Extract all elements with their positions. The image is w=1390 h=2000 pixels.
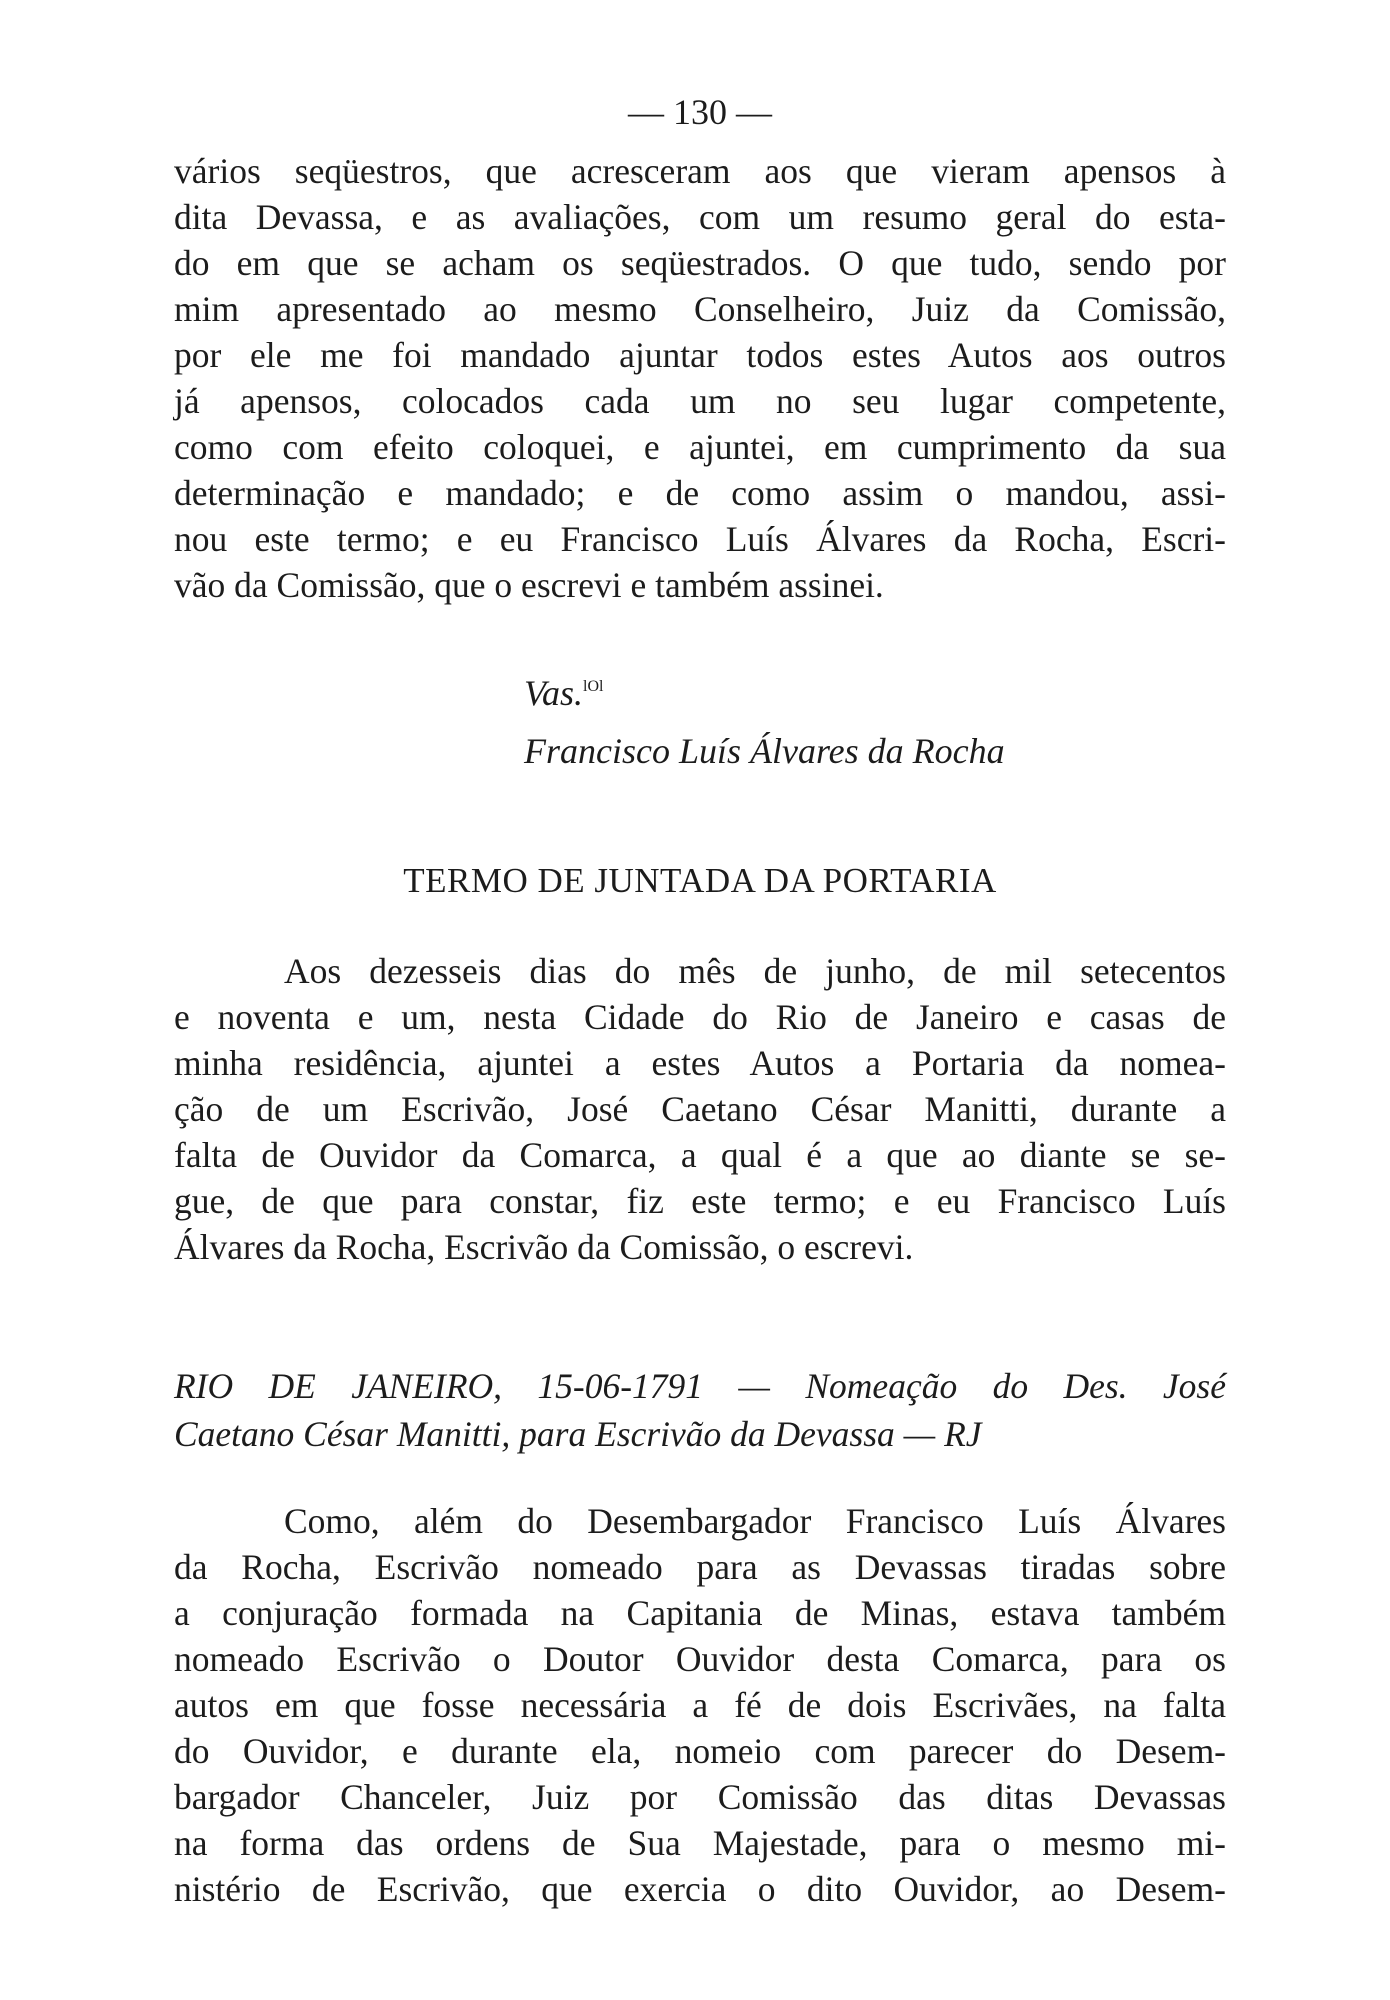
text-line: mim apresentado ao mesmo Conselheiro, Juiz da Comissão, xyxy=(174,289,1226,329)
paragraph-juntada-portaria xyxy=(174,948,1226,1270)
text-line: determinação e mandado; e de como assim o mandou, assi- xyxy=(174,473,1226,513)
text-line: Como, além do Desembargador Francisco Luís Álvares xyxy=(284,1501,1226,1541)
text-line: falta de Ouvidor da Comarca, a qual é a que ao diante se se- xyxy=(174,1135,1226,1175)
text-line: vários seqüestros, que acresceram aos que vieram apensos à xyxy=(174,151,1226,191)
text-line: bargador Chanceler, Juiz por Comissão das ditas Devassas xyxy=(174,1777,1226,1817)
text-line: vão da Comissão, que o escrevi e também assinei. xyxy=(174,565,884,605)
text-line: como com efeito coloquei, e ajuntei, em cumprimento da sua xyxy=(174,427,1226,467)
document-page xyxy=(174,88,1226,1912)
heading-line: RIO DE JANEIRO, 15-06-1791 — Nomeação do Des. José xyxy=(174,1366,1226,1406)
text-line: a conjuração formada na Capitania de Minas, estava também xyxy=(174,1593,1226,1633)
text-line: gue, de que para constar, fiz este termo; e eu Francisco Luís xyxy=(174,1181,1226,1221)
text-line: por ele me foi mandado ajuntar todos estes Autos aos outros xyxy=(174,335,1226,375)
paragraph-termo-ajuntada xyxy=(174,148,1226,608)
footnote-marker: lOl xyxy=(583,678,604,695)
text-line: autos em que fosse necessária a fé de dois Escrivães, na falta xyxy=(174,1685,1226,1725)
document-heading xyxy=(174,1362,1226,1458)
page-number: — 130 — xyxy=(628,92,772,132)
signature-name: Francisco Luís Álvares da Rocha xyxy=(524,731,1005,771)
text-line: minha residência, ajuntei a estes Autos a Portaria da nomea- xyxy=(174,1043,1226,1083)
text-line: Álvares da Rocha, Escrivão da Comissão, o escrevi. xyxy=(174,1227,914,1267)
text-line: nistério de Escrivão, que exercia o dito Ouvidor, ao Desem- xyxy=(174,1869,1226,1909)
text-line: do em que se acham os seqüestrados. O que tudo, sendo por xyxy=(174,243,1226,283)
text-line: da Rocha, Escrivão nomeado para as Devassas tiradas sobre xyxy=(174,1547,1226,1587)
signature-abbrev: Vas. xyxy=(524,673,584,713)
signature-block xyxy=(524,658,1226,780)
signature-abbrev-line xyxy=(524,658,1226,722)
text-line: ção de um Escrivão, José Caetano César Manitti, durante a xyxy=(174,1089,1226,1129)
text-line: na forma das ordens de Sua Majestade, para o mesmo mi- xyxy=(174,1823,1226,1863)
text-line: e noventa e um, nesta Cidade do Rio de Janeiro e casas de xyxy=(174,997,1226,1037)
text-line: dita Devassa, e as avaliações, com um resumo geral do esta- xyxy=(174,197,1226,237)
section-title: TERMO DE JUNTADA DA PORTARIA xyxy=(403,861,997,900)
paragraph-nomeacao xyxy=(174,1498,1226,1912)
text-line: nou este termo; e eu Francisco Luís Álvares da Rocha, Escri- xyxy=(174,519,1226,559)
text-line: nomeado Escrivão o Doutor Ouvidor desta Comarca, para os xyxy=(174,1639,1226,1679)
text-line: Aos dezesseis dias do mês de junho, de mil setecentos xyxy=(284,951,1226,991)
text-line: do Ouvidor, e durante ela, nomeio com parecer do Desem- xyxy=(174,1731,1226,1771)
heading-line: Caetano César Manitti, para Escrivão da Devassa — RJ xyxy=(174,1414,982,1454)
text-line: já apensos, colocados cada um no seu lugar competente, xyxy=(174,381,1226,421)
